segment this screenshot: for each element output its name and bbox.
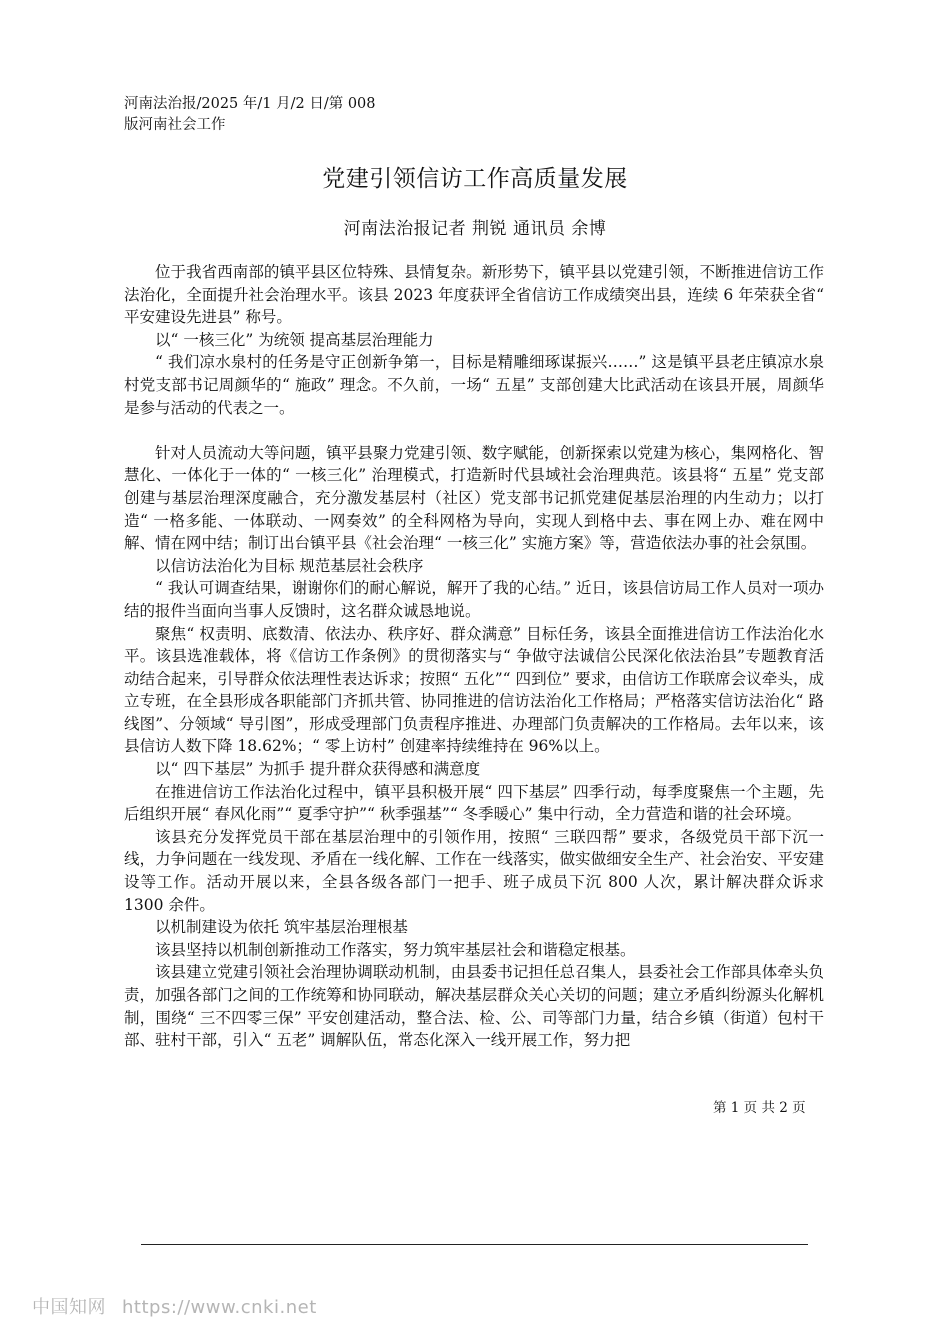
section-heading: 以信访法治化为目标 规范基层社会秩序 xyxy=(155,556,424,575)
article-title: 党建引领信访工作高质量发展 xyxy=(322,166,628,192)
article-body xyxy=(124,261,824,1052)
body-paragraph: 该县建立党建引领社会治理协调联动机制，由县委书记担任总召集人，县委社会工作部具体牵头负责，加强各部门之间的工作统筹和协同联动，解决基层群众关心关切的问题；建立矛盾纠纷源头化解机制，围绕“ 三不四零三保” 平安创建活动，整合法、检、公、司等部门力量，结合乡镇（街道）包村干部、驻村干部，引入“ 五老” 调解队伍，常态化深入一线开展工作，努力把 xyxy=(124,963,824,1050)
intro-paragraph: 位于我省西南部的镇平县区位特殊、县情复杂。新形势下，镇平县以党建引领，不断推进信访工作法治化，全面提升社会治理水平。该县 2023 年度获评全省信访工作成绩突出县，连续 6 年荣获全省“ 平安建设先进县” 称号。 xyxy=(124,263,824,327)
section-heading: 以“ 一核三化” 为统领 提高基层治理能力 xyxy=(155,330,434,349)
section-heading: 以机制建设为依托 筑牢基层治理根基 xyxy=(155,918,408,937)
watermark-url: https://www.cnki.net xyxy=(122,1297,317,1318)
source-line-2: 版河南社会工作 xyxy=(124,117,226,133)
body-paragraph: 该县坚持以机制创新推动工作落实，努力筑牢基层社会和谐稳定根基。 xyxy=(155,940,636,959)
body-paragraph: 针对人员流动大等问题，镇平县聚力党建引领、数字赋能，创新探索以党建为核心，集网格化、智慧化、一体化于一体的“ 一核三化” 治理模式，打造新时代县域社会治理典范。该县将“ 五星” 党支部创建与基层治理深度融合，充分激发基层村（社区）党支部书记抓党建促基层治理的内生动力；以打造“ 一格多能、一体联动、一网奏效” 的全科网格为导向，实现人到格中去、事在网上办、难在网中解、情在网中结；制订出台镇平县《社会治理“ 一核三化” 实施方案》等，营造依法办事的社会氛围。 xyxy=(124,443,824,553)
body-paragraph: “ 我们凉水泉村的任务是守正创新争第一，目标是精雕细琢谋振兴……” 这是镇平县老庄镇凉水泉村党支部书记周颜华的“ 施政” 理念。不久前，一场“ 五星” 支部创建大比武活动在该县开展，周颜华是参与活动的代表之一。 xyxy=(124,353,824,417)
body-paragraph: 在推进信访工作法治化过程中，镇平县积极开展“ 四下基层” 四季行动，每季度聚焦一个主题，先后组织开展“ 春风化雨”“ 夏季守护”“ 秋季强基”“ 冬季暖心” 集中行动，全力营造和谐的社会环境。 xyxy=(124,782,824,824)
cnki-watermark xyxy=(32,1293,317,1319)
section-heading: 以“ 四下基层” 为抓手 提升群众获得感和满意度 xyxy=(155,760,481,779)
watermark-brand: 中国知网 xyxy=(32,1297,106,1318)
source-info xyxy=(124,94,424,136)
page-number: 第 1 页 共 2 页 xyxy=(713,1100,806,1116)
paragraph-gap xyxy=(124,419,824,442)
article-byline: 河南法治报记者 荆锐 通讯员 余博 xyxy=(343,219,607,239)
source-line-1: 河南法治报/2025 年/1 月/2 日/第 008 xyxy=(124,96,376,112)
body-paragraph: “ 我认可调查结果，谢谢你们的耐心解说，解开了我的心结。” 近日，该县信访局工作人员对一项办结的报件当面向当事人反馈时，这名群众诚恳地说。 xyxy=(124,579,824,620)
body-paragraph: 该县充分发挥党员干部在基层治理中的引领作用，按照“ 三联四帮” 要求，各级党员干部下沉一线，力争问题在一线发现、矛盾在一线化解、工作在一线落实，做实做细安全生产、社会治安、平安建设等工作。活动开展以来，全县各级各部门一把手、班子成员下沉 800 人次，累计解决群众诉求 1300 余件。 xyxy=(124,827,824,914)
footer-divider xyxy=(141,1244,808,1245)
body-paragraph: 聚焦“ 权责明、底数清、依法办、秩序好、群众满意” 目标任务，该县全面推进信访工作法治化水平。该县选准载体，将《信访工作条例》的贯彻落实与“ 争做守法诚信公民深化依法治县”专题教育活动结合起来，引导群众依法理性表达诉求；按照“ 五化”“ 四到位” 要求，由信访工作联席会议牵头，成立专班，在全县形成各职能部门齐抓共管、协同推进的信访法治化工作格局；严格落实信访法治化“ 路线图”、分领域“ 导引图”，形成受理部门负责程序推进、办理部门负责解决的工作格局。去年以来，该县信访人数下降 18.62%；“ 零上访村” 创建率持续维持在 96%以上。 xyxy=(124,624,824,756)
